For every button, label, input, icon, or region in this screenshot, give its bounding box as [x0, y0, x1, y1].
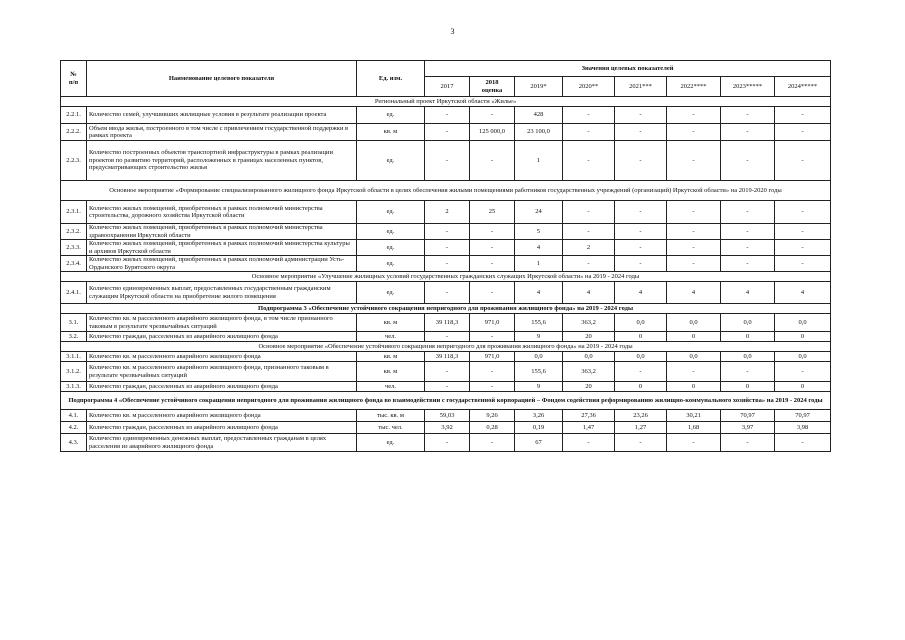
value-cell: 0 [667, 332, 721, 342]
section-row [61, 272, 831, 282]
value-cell: 1,68 [667, 422, 721, 434]
value-cell: - [721, 124, 775, 141]
header-year: 2019* [515, 77, 563, 97]
table-row [61, 124, 831, 141]
row-number: 3.1. [61, 314, 87, 332]
table-header [61, 61, 831, 97]
value-cell: 363,2 [563, 362, 615, 382]
targets-table [60, 60, 831, 452]
value-cell: 9 [515, 332, 563, 342]
value-cell: 30,21 [667, 410, 721, 422]
value-cell: - [775, 124, 831, 141]
value-cell: 70,97 [775, 410, 831, 422]
value-cell: 24 [515, 201, 563, 224]
header-year: 2024***** [775, 77, 831, 97]
row-number: 2.2.3. [61, 141, 87, 181]
table-row [61, 410, 831, 422]
table-row [61, 282, 831, 304]
table-row [61, 332, 831, 342]
value-cell: - [563, 224, 615, 240]
value-cell: - [775, 256, 831, 272]
value-cell: - [470, 282, 515, 304]
value-cell: 0 [721, 332, 775, 342]
page-number: 3 [450, 27, 455, 36]
header-num: № п/п [61, 61, 87, 97]
value-cell: 25 [470, 201, 515, 224]
value-cell: - [425, 362, 470, 382]
unit-cell: чел. [357, 332, 425, 342]
unit-cell: кв. м [357, 124, 425, 141]
row-number: 2.3.1. [61, 201, 87, 224]
value-cell: 4 [667, 282, 721, 304]
row-number: 3.1.2. [61, 362, 87, 382]
value-cell: - [667, 107, 721, 124]
value-cell: - [775, 107, 831, 124]
value-cell: - [563, 107, 615, 124]
value-cell: - [470, 434, 515, 452]
value-cell: - [615, 240, 667, 256]
row-number: 3.2. [61, 332, 87, 342]
value-cell: 23,26 [615, 410, 667, 422]
value-cell: - [721, 256, 775, 272]
header-unit: Ед. изм. [357, 61, 425, 97]
header-year: 2017 [425, 77, 470, 97]
value-cell: - [721, 201, 775, 224]
row-number: 2.3.4. [61, 256, 87, 272]
unit-cell: ед. [357, 107, 425, 124]
value-cell: 155,6 [515, 314, 563, 332]
value-cell: 0,0 [667, 314, 721, 332]
unit-cell: кв. м [357, 352, 425, 362]
unit-cell: кв. м [357, 314, 425, 332]
table-row [61, 224, 831, 240]
value-cell: - [615, 201, 667, 224]
value-cell: - [667, 240, 721, 256]
value-cell: - [470, 141, 515, 181]
value-cell: 0 [775, 332, 831, 342]
table-row [61, 382, 831, 392]
value-cell: 9,26 [470, 410, 515, 422]
row-number: 2.2.1. [61, 107, 87, 124]
value-cell: 0,0 [515, 352, 563, 362]
value-cell: - [470, 362, 515, 382]
value-cell: - [667, 256, 721, 272]
value-cell: - [563, 201, 615, 224]
value-cell: - [667, 434, 721, 452]
unit-cell: ед. [357, 224, 425, 240]
value-cell: - [721, 224, 775, 240]
value-cell: - [721, 240, 775, 256]
indicator-name: Количество кв. м расселенного аварийного жилищного фонда [87, 352, 357, 362]
unit-cell: ед. [357, 434, 425, 452]
value-cell: 5 [515, 224, 563, 240]
indicator-name: Количество единовременных денежных выплат, предоставленных гражданам в целях расселения из аварийного жилищного фонда [87, 434, 357, 452]
value-cell: - [615, 256, 667, 272]
value-cell: 59,03 [425, 410, 470, 422]
section-row [61, 342, 831, 352]
header-name: Наименование целевого показателя [87, 61, 357, 97]
indicator-name: Количество жилых помещений, приобретенных в рамках полномочий министерства культуры и архивов Иркутской области [87, 240, 357, 256]
row-number: 3.1.3. [61, 382, 87, 392]
row-number: 2.3.3. [61, 240, 87, 256]
value-cell: 4 [515, 240, 563, 256]
value-cell: 0,0 [721, 352, 775, 362]
value-cell: - [470, 240, 515, 256]
table-row [61, 434, 831, 452]
value-cell: - [775, 434, 831, 452]
section-title: Основное мероприятие «Улучшение жилищных условий государственных гражданских служащих Иркутской области» на 2019 - 2024 годы [61, 272, 831, 282]
indicator-name: Количество кв. м расселенного аварийного жилищного фонда, в том числе признанного таковым в результате чрезвычайных ситуаций [87, 314, 357, 332]
value-cell: 9 [515, 382, 563, 392]
value-cell: - [563, 141, 615, 181]
indicator-name: Количество построенных объектов транспортной инфраструктуры в рамках реализации проектов по развитию территорий, расположенных в границах населенных пунктов, предусматривающих строительство жилья [87, 141, 357, 181]
subprogram-title: Подпрограмма 4 «Обеспечение устойчивого сокращения непригодного для проживания жилищного фонда во взаимодействии с государственной корпорацией – Фондом содействия реформированию жилищно-коммунального хозяйства» на 2019 - 2024 годы [61, 392, 831, 410]
value-cell: 70,97 [721, 410, 775, 422]
section-title: Основное мероприятие «Обеспечение устойчивого сокращения непригодного для проживания жилищного фонда» на 2019 - 2024 годы [61, 342, 831, 352]
value-cell: 0,0 [775, 352, 831, 362]
value-cell: 0,28 [470, 422, 515, 434]
value-cell: 155,6 [515, 362, 563, 382]
value-cell: 39 118,3 [425, 352, 470, 362]
value-cell: - [615, 141, 667, 181]
value-cell: 1,27 [615, 422, 667, 434]
value-cell: 428 [515, 107, 563, 124]
unit-cell: чел. [357, 382, 425, 392]
value-cell: - [470, 256, 515, 272]
value-cell: 0,0 [615, 314, 667, 332]
value-cell: - [615, 362, 667, 382]
value-cell: - [470, 332, 515, 342]
value-cell: - [470, 224, 515, 240]
value-cell: 4 [615, 282, 667, 304]
indicator-name: Объем ввода жилья, построенного в том числе с привлечением государственной поддержки в рамках проекта [87, 124, 357, 141]
value-cell: 0 [615, 332, 667, 342]
value-cell: - [615, 224, 667, 240]
subprogram-title: Подпрограмма 3 «Обеспечение устойчивого сокращения непригодного для проживания жилищного фонда» на 2019 - 2024 годы [61, 304, 831, 314]
row-number: 4.2. [61, 422, 87, 434]
value-cell: - [667, 362, 721, 382]
value-cell: 1,47 [563, 422, 615, 434]
value-cell: - [721, 362, 775, 382]
indicator-name: Количество граждан, расселенных из аварийного жилищного фонда [87, 422, 357, 434]
value-cell: 4 [515, 282, 563, 304]
value-cell: 27,36 [563, 410, 615, 422]
value-cell: - [425, 224, 470, 240]
value-cell: - [425, 332, 470, 342]
table-row [61, 240, 831, 256]
indicator-name: Количество кв. м расселенного аварийного жилищного фонда [87, 410, 357, 422]
value-cell: 1 [515, 141, 563, 181]
table-row [61, 422, 831, 434]
value-cell: 4 [721, 282, 775, 304]
section-row [61, 97, 831, 107]
value-cell: 2 [425, 201, 470, 224]
value-cell: 971,0 [470, 352, 515, 362]
indicator-name: Количество жилых помещений, приобретенных в рамках полномочий министерства строительства, дорожного хозяйства Иркутской области [87, 201, 357, 224]
value-cell: - [615, 124, 667, 141]
section-title: Основное мероприятие «Формирование специализированного жилищного фонда Иркутской области в целях обеспечения жилыми помещениями работников государственных учреждений (организаций) Иркутской области» на 2019-2020 годы [61, 181, 831, 201]
header-year: 2018 оценка [470, 77, 515, 97]
value-cell: 3,26 [515, 410, 563, 422]
section-row [61, 181, 831, 201]
value-cell: - [615, 107, 667, 124]
value-cell: 0 [721, 382, 775, 392]
unit-cell: ед. [357, 282, 425, 304]
header-year: 2021*** [615, 77, 667, 97]
value-cell: 0,19 [515, 422, 563, 434]
indicator-name: Количество граждан, расселенных из аварийного жилищного фонда [87, 332, 357, 342]
value-cell: - [721, 434, 775, 452]
value-cell: - [775, 224, 831, 240]
value-cell: - [721, 107, 775, 124]
value-cell: 20 [563, 382, 615, 392]
value-cell: 0,0 [721, 314, 775, 332]
table-row [61, 352, 831, 362]
value-cell: - [470, 382, 515, 392]
table-row [61, 201, 831, 224]
value-cell: 971,0 [470, 314, 515, 332]
value-cell: - [775, 201, 831, 224]
indicator-name: Количество единовременных выплат, предоставленных государственным гражданским служащим Иркутской области на приобретение жилого помещения [87, 282, 357, 304]
value-cell: - [425, 107, 470, 124]
row-number: 4.3. [61, 434, 87, 452]
value-cell: 3,98 [775, 422, 831, 434]
value-cell: 4 [775, 282, 831, 304]
subprogram-row [61, 392, 831, 410]
value-cell: 3,92 [425, 422, 470, 434]
value-cell: 0,0 [615, 352, 667, 362]
value-cell: - [425, 282, 470, 304]
section-title: Региональный проект Иркутской области «Жилье» [61, 97, 831, 107]
value-cell: 2 [563, 240, 615, 256]
value-cell: 0 [667, 382, 721, 392]
header-year: 2020** [563, 77, 615, 97]
table-body [61, 97, 831, 452]
value-cell: - [425, 141, 470, 181]
header-year: 2023***** [721, 77, 775, 97]
indicator-name: Количество кв. м расселенного аварийного жилищного фонда, признанного таковым в результате чрезвычайных ситуаций [87, 362, 357, 382]
table-row [61, 256, 831, 272]
row-number: 2.2.2. [61, 124, 87, 141]
value-cell: - [425, 434, 470, 452]
value-cell: 0 [775, 382, 831, 392]
value-cell: - [667, 124, 721, 141]
value-cell: 0,0 [775, 314, 831, 332]
value-cell: - [667, 141, 721, 181]
value-cell: 3,97 [721, 422, 775, 434]
value-cell: - [425, 124, 470, 141]
value-cell: 0,0 [563, 352, 615, 362]
value-cell: - [563, 434, 615, 452]
value-cell: - [425, 240, 470, 256]
unit-cell: ед. [357, 256, 425, 272]
header-year: 2022**** [667, 77, 721, 97]
value-cell: 363,2 [563, 314, 615, 332]
indicator-name: Количество граждан, расселенных из аварийного жилищного фонда [87, 382, 357, 392]
value-cell: 67 [515, 434, 563, 452]
value-cell: - [470, 107, 515, 124]
value-cell: 20 [563, 332, 615, 342]
value-cell: - [425, 382, 470, 392]
value-cell: 39 118,3 [425, 314, 470, 332]
value-cell: - [563, 256, 615, 272]
value-cell: - [721, 141, 775, 181]
value-cell: - [425, 256, 470, 272]
row-number: 2.4.1. [61, 282, 87, 304]
value-cell: - [615, 434, 667, 452]
value-cell: - [775, 362, 831, 382]
value-cell: - [667, 201, 721, 224]
value-cell: 125 000,0 [470, 124, 515, 141]
value-cell: - [563, 124, 615, 141]
row-number: 4.1. [61, 410, 87, 422]
table-row [61, 141, 831, 181]
unit-cell: тыс. кв. м [357, 410, 425, 422]
unit-cell: тыс. чел. [357, 422, 425, 434]
value-cell: 0,0 [667, 352, 721, 362]
value-cell: - [775, 141, 831, 181]
unit-cell: ед. [357, 240, 425, 256]
unit-cell: ед. [357, 141, 425, 181]
row-number: 2.3.2. [61, 224, 87, 240]
value-cell: 4 [563, 282, 615, 304]
unit-cell: кв. м [357, 362, 425, 382]
subprogram-row [61, 304, 831, 314]
table-row [61, 314, 831, 332]
value-cell: 0 [615, 382, 667, 392]
indicator-name: Количество семей, улучшивших жилищные условия в результате реализации проекта [87, 107, 357, 124]
value-cell: 1 [515, 256, 563, 272]
indicator-name: Количество жилых помещений, приобретенных в рамках полномочий министерства здравоохранения Иркутской области [87, 224, 357, 240]
value-cell: - [667, 224, 721, 240]
unit-cell: ед. [357, 201, 425, 224]
value-cell: 23 100,0 [515, 124, 563, 141]
row-number: 3.1.1. [61, 352, 87, 362]
table-row [61, 107, 831, 124]
indicator-name: Количество жилых помещений, приобретенных в рамках полномочий администрации Усть-Ордынского Бурятского округа [87, 256, 357, 272]
table-row [61, 362, 831, 382]
value-cell: - [775, 240, 831, 256]
header-values-title: Значения целевых показателей [425, 61, 831, 77]
